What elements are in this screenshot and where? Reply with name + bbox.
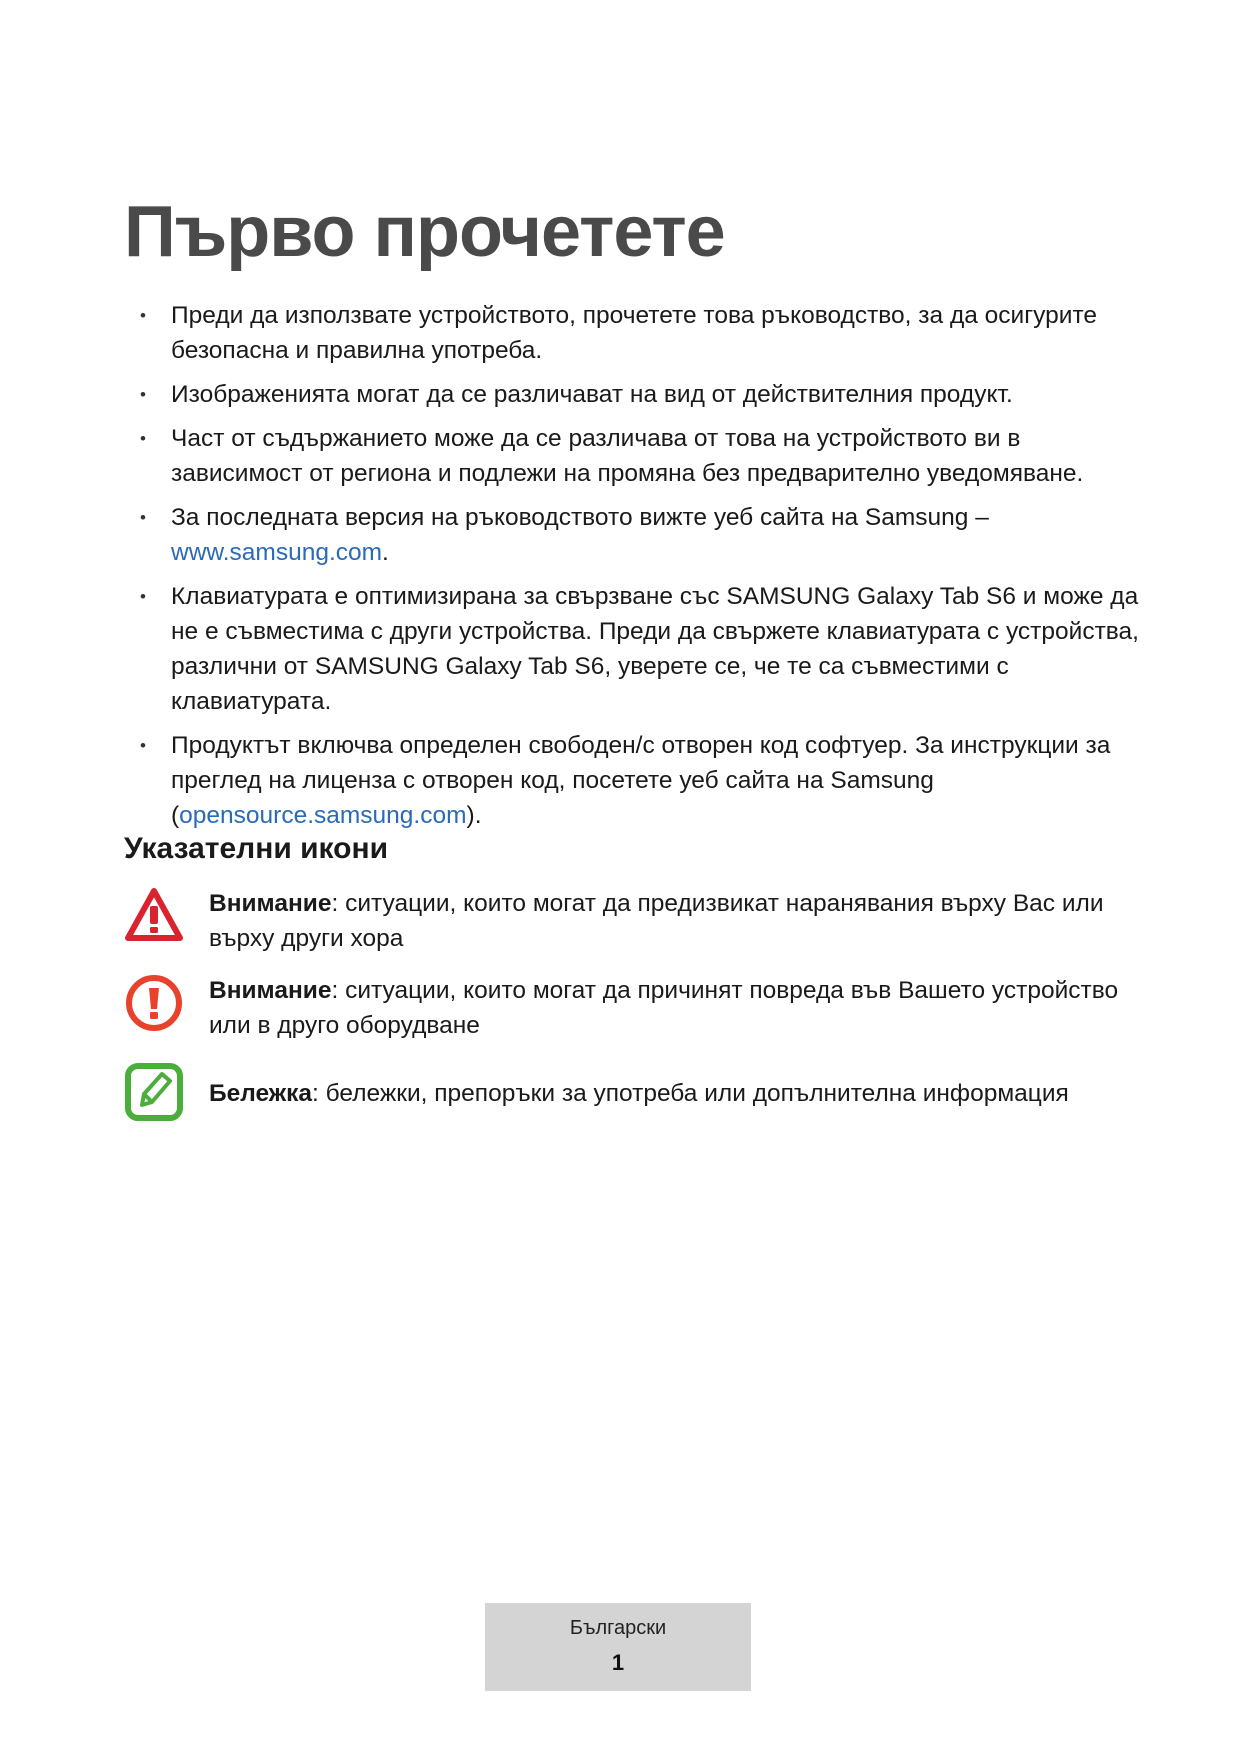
footer-language: Български — [569, 1617, 667, 1639]
bullet-punctuation: ). — [466, 802, 482, 829]
notice-text — [209, 973, 1129, 1043]
page-footer — [485, 1603, 751, 1691]
bullet-text: Клавиатурата е оптимизирана за свързване със SAMSUNG Galaxy Tab S6 и може да не е съвместима с други устройства. Преди да свържете клавиатурата с устройства, различни от SAMSUNG Galaxy Tab S6, уверете се, че те са съвместими с клавиатурата. — [171, 583, 1139, 715]
notice-label: Внимание — [209, 890, 332, 917]
bullet-text: Преди да използвате устройството, прочетете това ръководство, за да осигурите безопасна и правилна употреба. — [171, 302, 1098, 364]
note-pencil-icon — [124, 1062, 184, 1122]
intro-bullet-list — [140, 298, 1150, 842]
bullet-item — [140, 298, 1150, 368]
bullet-text: Част от съдържанието може да се различава от това на устройството ви в зависимост от региона и подлежи на промяна без предварително уведомяване. — [171, 425, 1084, 487]
notice-label: Бележка — [209, 1080, 313, 1107]
bullet-punctuation: . — [382, 539, 389, 566]
bullet-punctuation: ( — [171, 802, 180, 829]
notice-label: Внимание — [209, 977, 332, 1004]
notice-text — [209, 1076, 1129, 1111]
samsung-website-link[interactable]: www.samsung.com — [171, 539, 383, 566]
notice-description: : бележки, препоръки за употреба или допълнителна информация — [312, 1080, 1069, 1107]
caution-circle-icon — [124, 973, 184, 1033]
bullet-text: За последната версия на ръководството вижте уеб сайта на Samsung – — [171, 504, 989, 531]
bullet-text: Изображенията могат да се различават на вид от действителния продукт. — [171, 381, 1013, 408]
notice-description: : ситуации, които могат да причинят повреда във Вашето устройство или в друго оборудване — [209, 977, 1119, 1039]
bullet-item — [140, 377, 1150, 412]
page-number: 1 — [611, 1650, 625, 1675]
page-title: Първо прочетете — [124, 192, 725, 272]
bullet-item — [140, 421, 1150, 491]
icons-section-heading: Указателни икони — [124, 832, 389, 865]
opensource-website-link[interactable]: opensource.samsung.com — [179, 802, 467, 829]
warning-triangle-icon — [124, 886, 184, 946]
notice-description: : ситуации, които могат да предизвикат наранявания върху Вас или върху други хора — [209, 890, 1104, 952]
bullet-item — [140, 579, 1150, 719]
bullet-item — [140, 500, 1150, 570]
bullet-text: Продуктът включва определен свободен/с отворен код софтуер. За инструкции за преглед на лиценза с отворен код, посетете уеб сайта на Samsung — [171, 732, 1111, 794]
notice-text — [209, 886, 1129, 956]
bullet-item — [140, 728, 1150, 833]
